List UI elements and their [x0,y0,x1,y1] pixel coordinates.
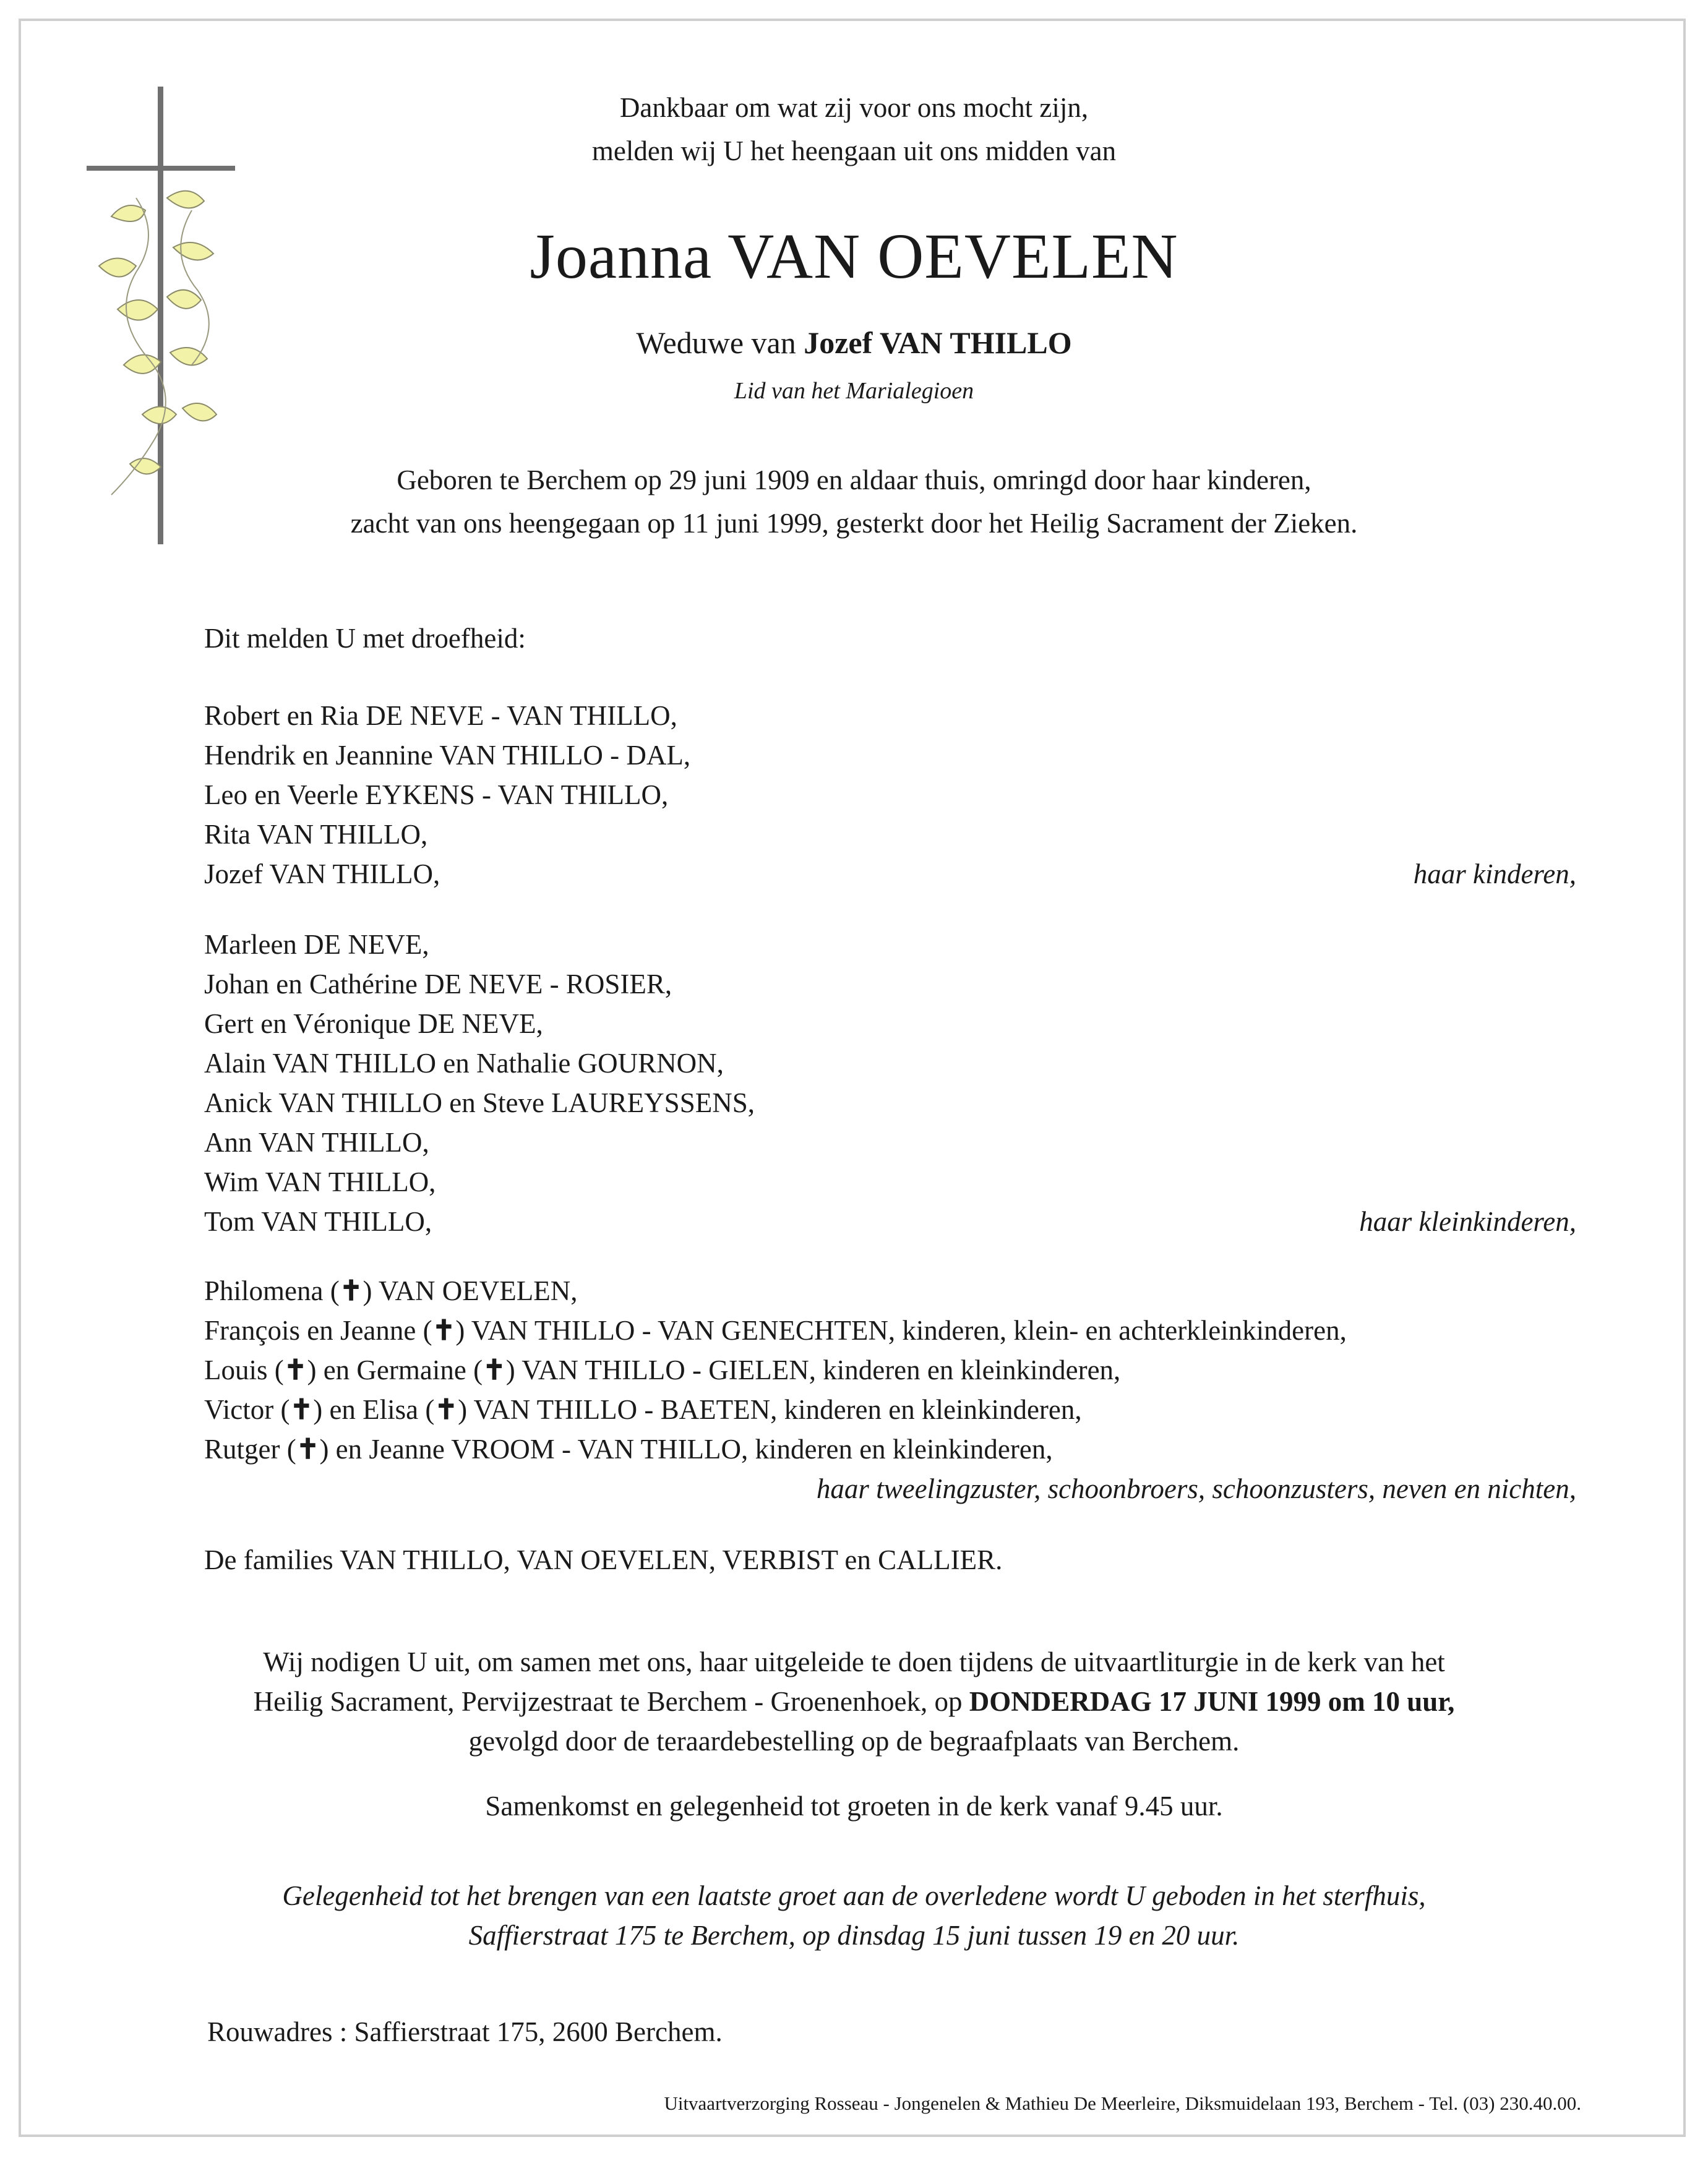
cross-icon: ✝ [339,1275,363,1306]
cross-icon: ✝ [434,1394,458,1425]
list-item: Alain VAN THILLO en Nathalie GOURNON, [204,1048,724,1079]
deceased-name: Joanna VAN OEVELEN [530,221,1178,292]
list-item: Leo en Veerle EYKENS - VAN THILLO, [204,779,669,810]
list-item: Johan en Cathérine DE NEVE - ROSIER, [204,969,672,1000]
address-line: Rouwadres : Saffierstraat 175, 2600 Berchem. [207,2016,723,2047]
list-item: Louis (✝) en Germaine (✝) VAN THILLO - GIELEN, kinderen en kleinkinderen, [204,1355,1121,1385]
children-role: haar kinderen, [1413,858,1576,889]
intro-line-1: Dankbaar om wat zij voor ons mocht zijn, [619,92,1089,123]
widow-prefix: Weduwe van [636,325,796,360]
visitation-line-2: Saffierstraat 175 te Berchem, op dinsdag 15 juni tussen 19 en 20 uur. [468,1920,1240,1951]
funeral-date: DONDERDAG 17 JUNI 1999 om 10 uur, [969,1686,1455,1717]
list-item: Philomena (✝) VAN OEVELEN, [204,1275,578,1306]
visitation-line-1: Gelegenheid tot het brengen van een laatste groet aan de overledene wordt U geboden in het sterfhuis, [282,1880,1426,1911]
funeral-line-1: Wij nodigen U uit, om samen met ons, haar uitgeleide te doen tijdens de uitvaartliturgie in de kerk van het [263,1646,1445,1677]
death-line: zacht van ons heengegaan op 11 juni 1999, gesterkt door het Heilig Sacrament der Zieken. [350,508,1358,539]
footer-line: Uitvaartverzorging Rosseau - Jongenelen & Mathieu De Meerleire, Diksmuidelaan 193, Berchem - Tel. (03) 230.40.00. [664,2092,1581,2114]
birth-line: Geboren te Berchem op 29 juni 1909 en aldaar thuis, omringd door haar kinderen, [397,465,1311,495]
cross-icon: ✝ [283,1355,307,1385]
list-item: Wim VAN THILLO, [204,1167,436,1197]
grandchildren-list [204,925,755,1241]
list-item: Hendrik en Jeannine VAN THILLO - DAL, [204,740,691,771]
cross-icon: ✝ [432,1315,456,1346]
list-item: Tom VAN THILLO, [204,1206,432,1237]
membership-line: Lid van het Marialegioen [734,378,974,404]
cross-icon: ✝ [296,1434,320,1465]
gathering-line: Samenkomst en gelegenheid tot groeten in de kerk vanaf 9.45 uur. [485,1791,1223,1822]
cross-icon: ✝ [483,1355,506,1385]
list-item: Marleen DE NEVE, [204,929,429,960]
widow-line [0,325,1708,361]
cross-icon: ✝ [290,1394,314,1425]
list-item: Gert en Véronique DE NEVE, [204,1008,543,1039]
children-list [204,696,690,894]
funeral-line-3: gevolgd door de teraardebestelling op de begraafplaats van Berchem. [468,1726,1240,1757]
relatives-role: haar tweelingzuster, schoonbroers, schoonzusters, neven en nichten, [816,1473,1576,1504]
list-item: Ann VAN THILLO, [204,1127,429,1158]
families-line: De families VAN THILLO, VAN OEVELEN, VERBIST en CALLIER. [204,1544,1003,1575]
list-item: François en Jeanne (✝) VAN THILLO - VAN GENECHTEN, kinderen, klein- en achterkleinkinderen, [204,1315,1347,1346]
intro-line-2: melden wij U het heengaan uit ons midden van [591,135,1117,166]
list-item: Anick VAN THILLO en Steve LAUREYSSENS, [204,1087,755,1118]
funeral-line-2: Heilig Sacrament, Pervijzestraat te Berchem - Groenenhoek, op DONDERDAG 17 JUNI 1999 om 10 uur, [253,1686,1455,1717]
widow-name: Jozef VAN THILLO [804,325,1072,360]
grandchildren-role: haar kleinkinderen, [1359,1206,1576,1237]
relatives-list [204,1271,1347,1469]
announcement: Dit melden U met droefheid: [204,623,526,654]
list-item: Victor (✝) en Elisa (✝) VAN THILLO - BAETEN, kinderen en kleinkinderen, [204,1394,1082,1425]
list-item: Robert en Ria DE NEVE - VAN THILLO, [204,700,677,731]
list-item: Rita VAN THILLO, [204,819,428,850]
list-item: Jozef VAN THILLO, [204,858,440,889]
list-item: Rutger (✝) en Jeanne VROOM - VAN THILLO, kinderen en kleinkinderen, [204,1434,1053,1465]
